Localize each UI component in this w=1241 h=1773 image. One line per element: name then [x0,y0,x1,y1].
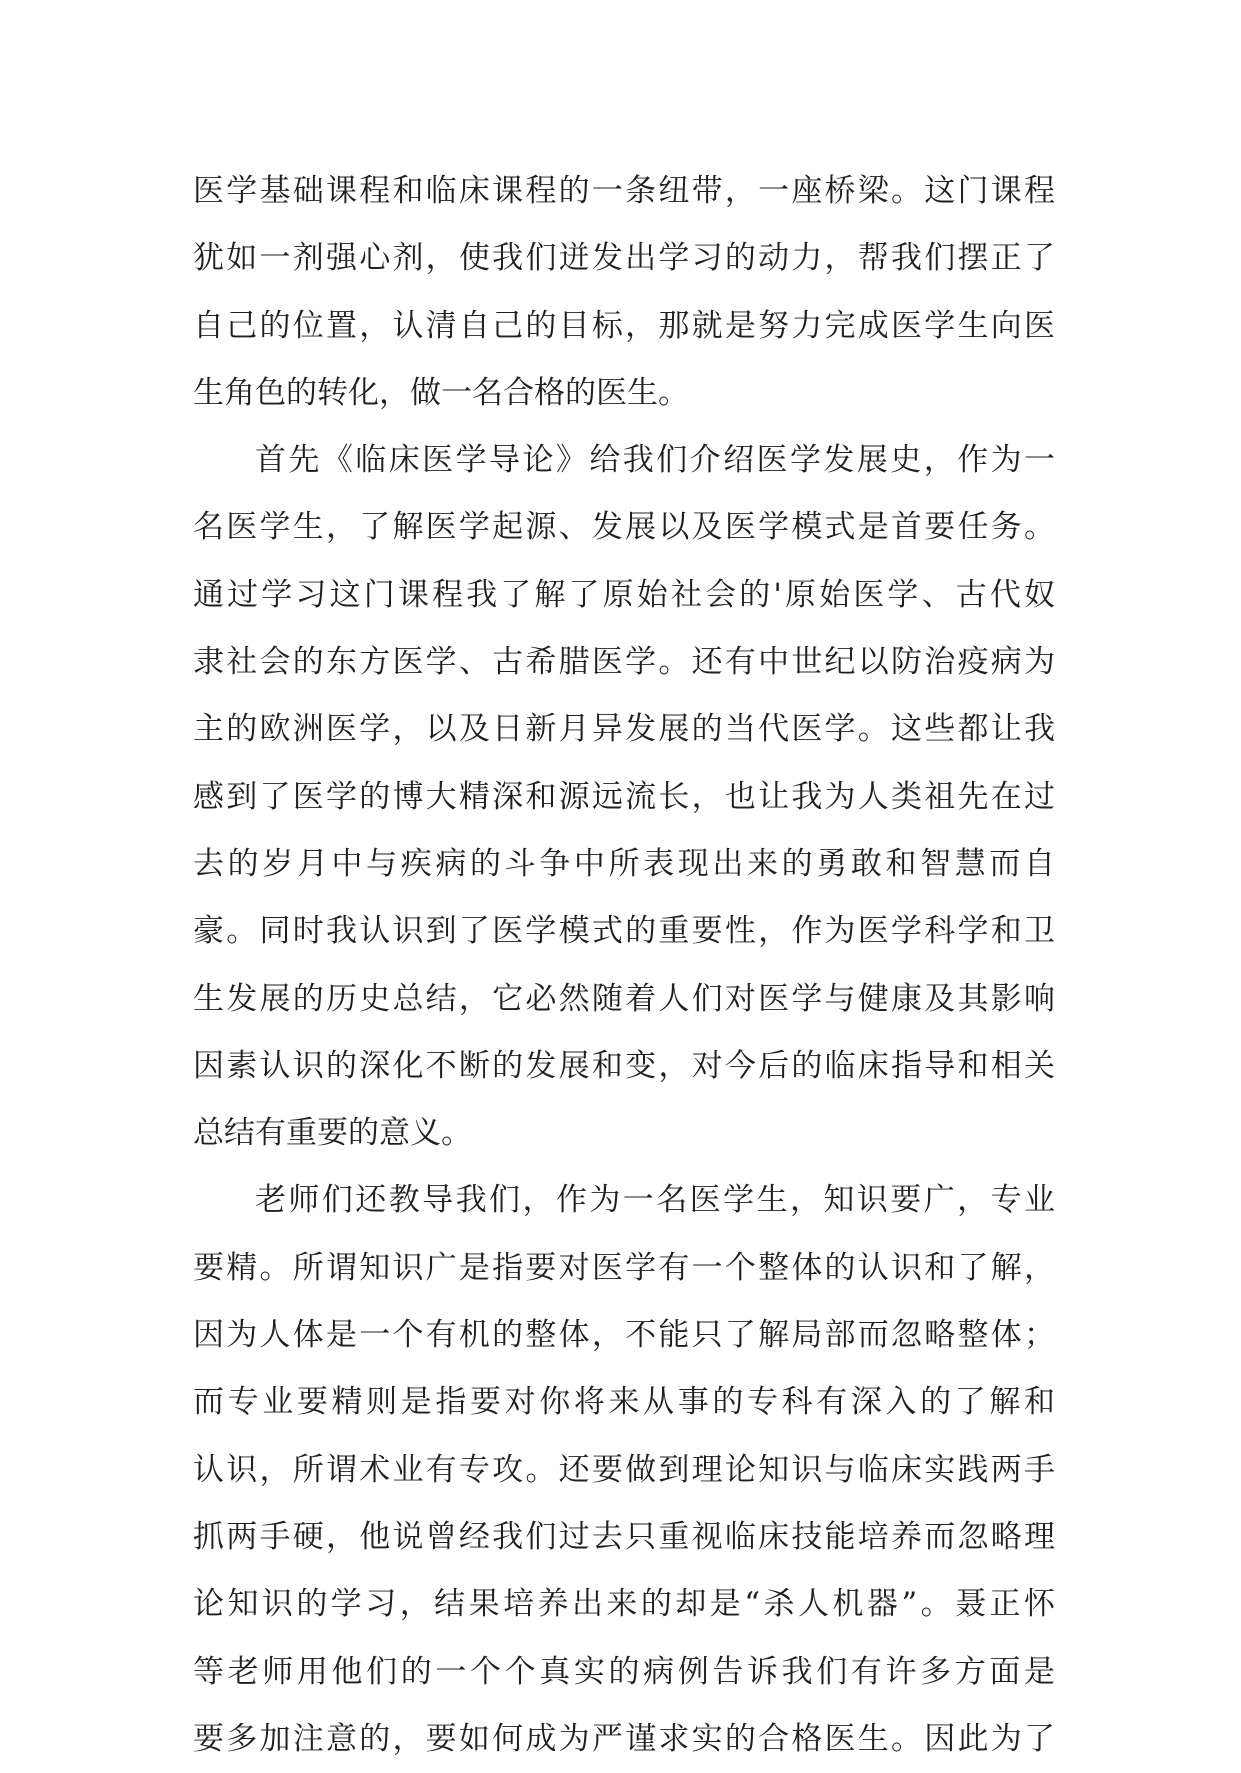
text-line: 生角色的转化，做一名合格的医生。 [193,374,689,411]
text-line: 认识，所谓术业有专攻。还要做到理论知识与临床实践两手 [193,1451,1055,1488]
text-line: 感到了医学的博大精深和源远流长，也让我为人类祖先在过 [193,778,1055,815]
text-line: 而专业要精则是指要对你将来从事的专科有深入的了解和 [193,1384,1055,1421]
text-line: 要多加注意的，要如何成为严谨求实的合格医生。因此为了 [193,1720,1055,1757]
text-line: 因素认识的深化不断的发展和变，对今后的临床指导和相关 [193,1047,1055,1084]
text-line: 豪。同时我认识到了医学模式的重要性，作为医学科学和卫 [193,913,1055,950]
text-line: 论知识的学习，结果培养出来的却是“杀人机器”。聂正怀 [193,1586,1055,1623]
text-line: 自己的位置，认清自己的目标，那就是努力完成医学生向医 [193,307,1055,344]
text-line: 要精。所谓知识广是指要对医学有一个整体的认识和了解， [193,1249,1055,1286]
text-line: 通过学习这门课程我了解了原始社会的'原始医学、古代奴 [193,576,1055,613]
text-line: 名医学生，了解医学起源、发展以及医学模式是首要任务。 [193,509,1055,546]
text-line: 隶社会的东方医学、古希腊医学。还有中世纪以防治疫病为 [193,644,1055,681]
paragraph-first-line: 首先《临床医学导论》给我们介绍医学发展史，作为一 [255,442,1055,479]
text-line: 去的岁月中与疾病的斗争中所表现出来的勇敢和智慧而自 [193,845,1055,882]
text-line: 抓两手硬，他说曾经我们过去只重视临床技能培养而忽略理 [193,1518,1055,1555]
paragraph-first-line: 老师们还教导我们，作为一名医学生，知识要广，专业 [255,1182,1055,1219]
document-body [193,158,1055,1773]
text-line: 犹如一剂强心剂，使我们迸发出学习的动力，帮我们摆正了 [193,240,1055,277]
text-line: 等老师用他们的一个个真实的病例告诉我们有许多方面是 [193,1653,1055,1690]
text-line: 生发展的历史总结，它必然随着人们对医学与健康及其影响 [193,980,1055,1017]
text-line: 医学基础课程和临床课程的一条纽带，一座桥梁。这门课程 [193,173,1055,209]
text-line: 总结有重要的意义。 [193,1115,472,1152]
text-line: 因为人体是一个有机的整体，不能只了解局部而忽略整体； [193,1317,1055,1354]
text-line: 主的欧洲医学，以及日新月异发展的当代医学。这些都让我 [193,711,1055,748]
